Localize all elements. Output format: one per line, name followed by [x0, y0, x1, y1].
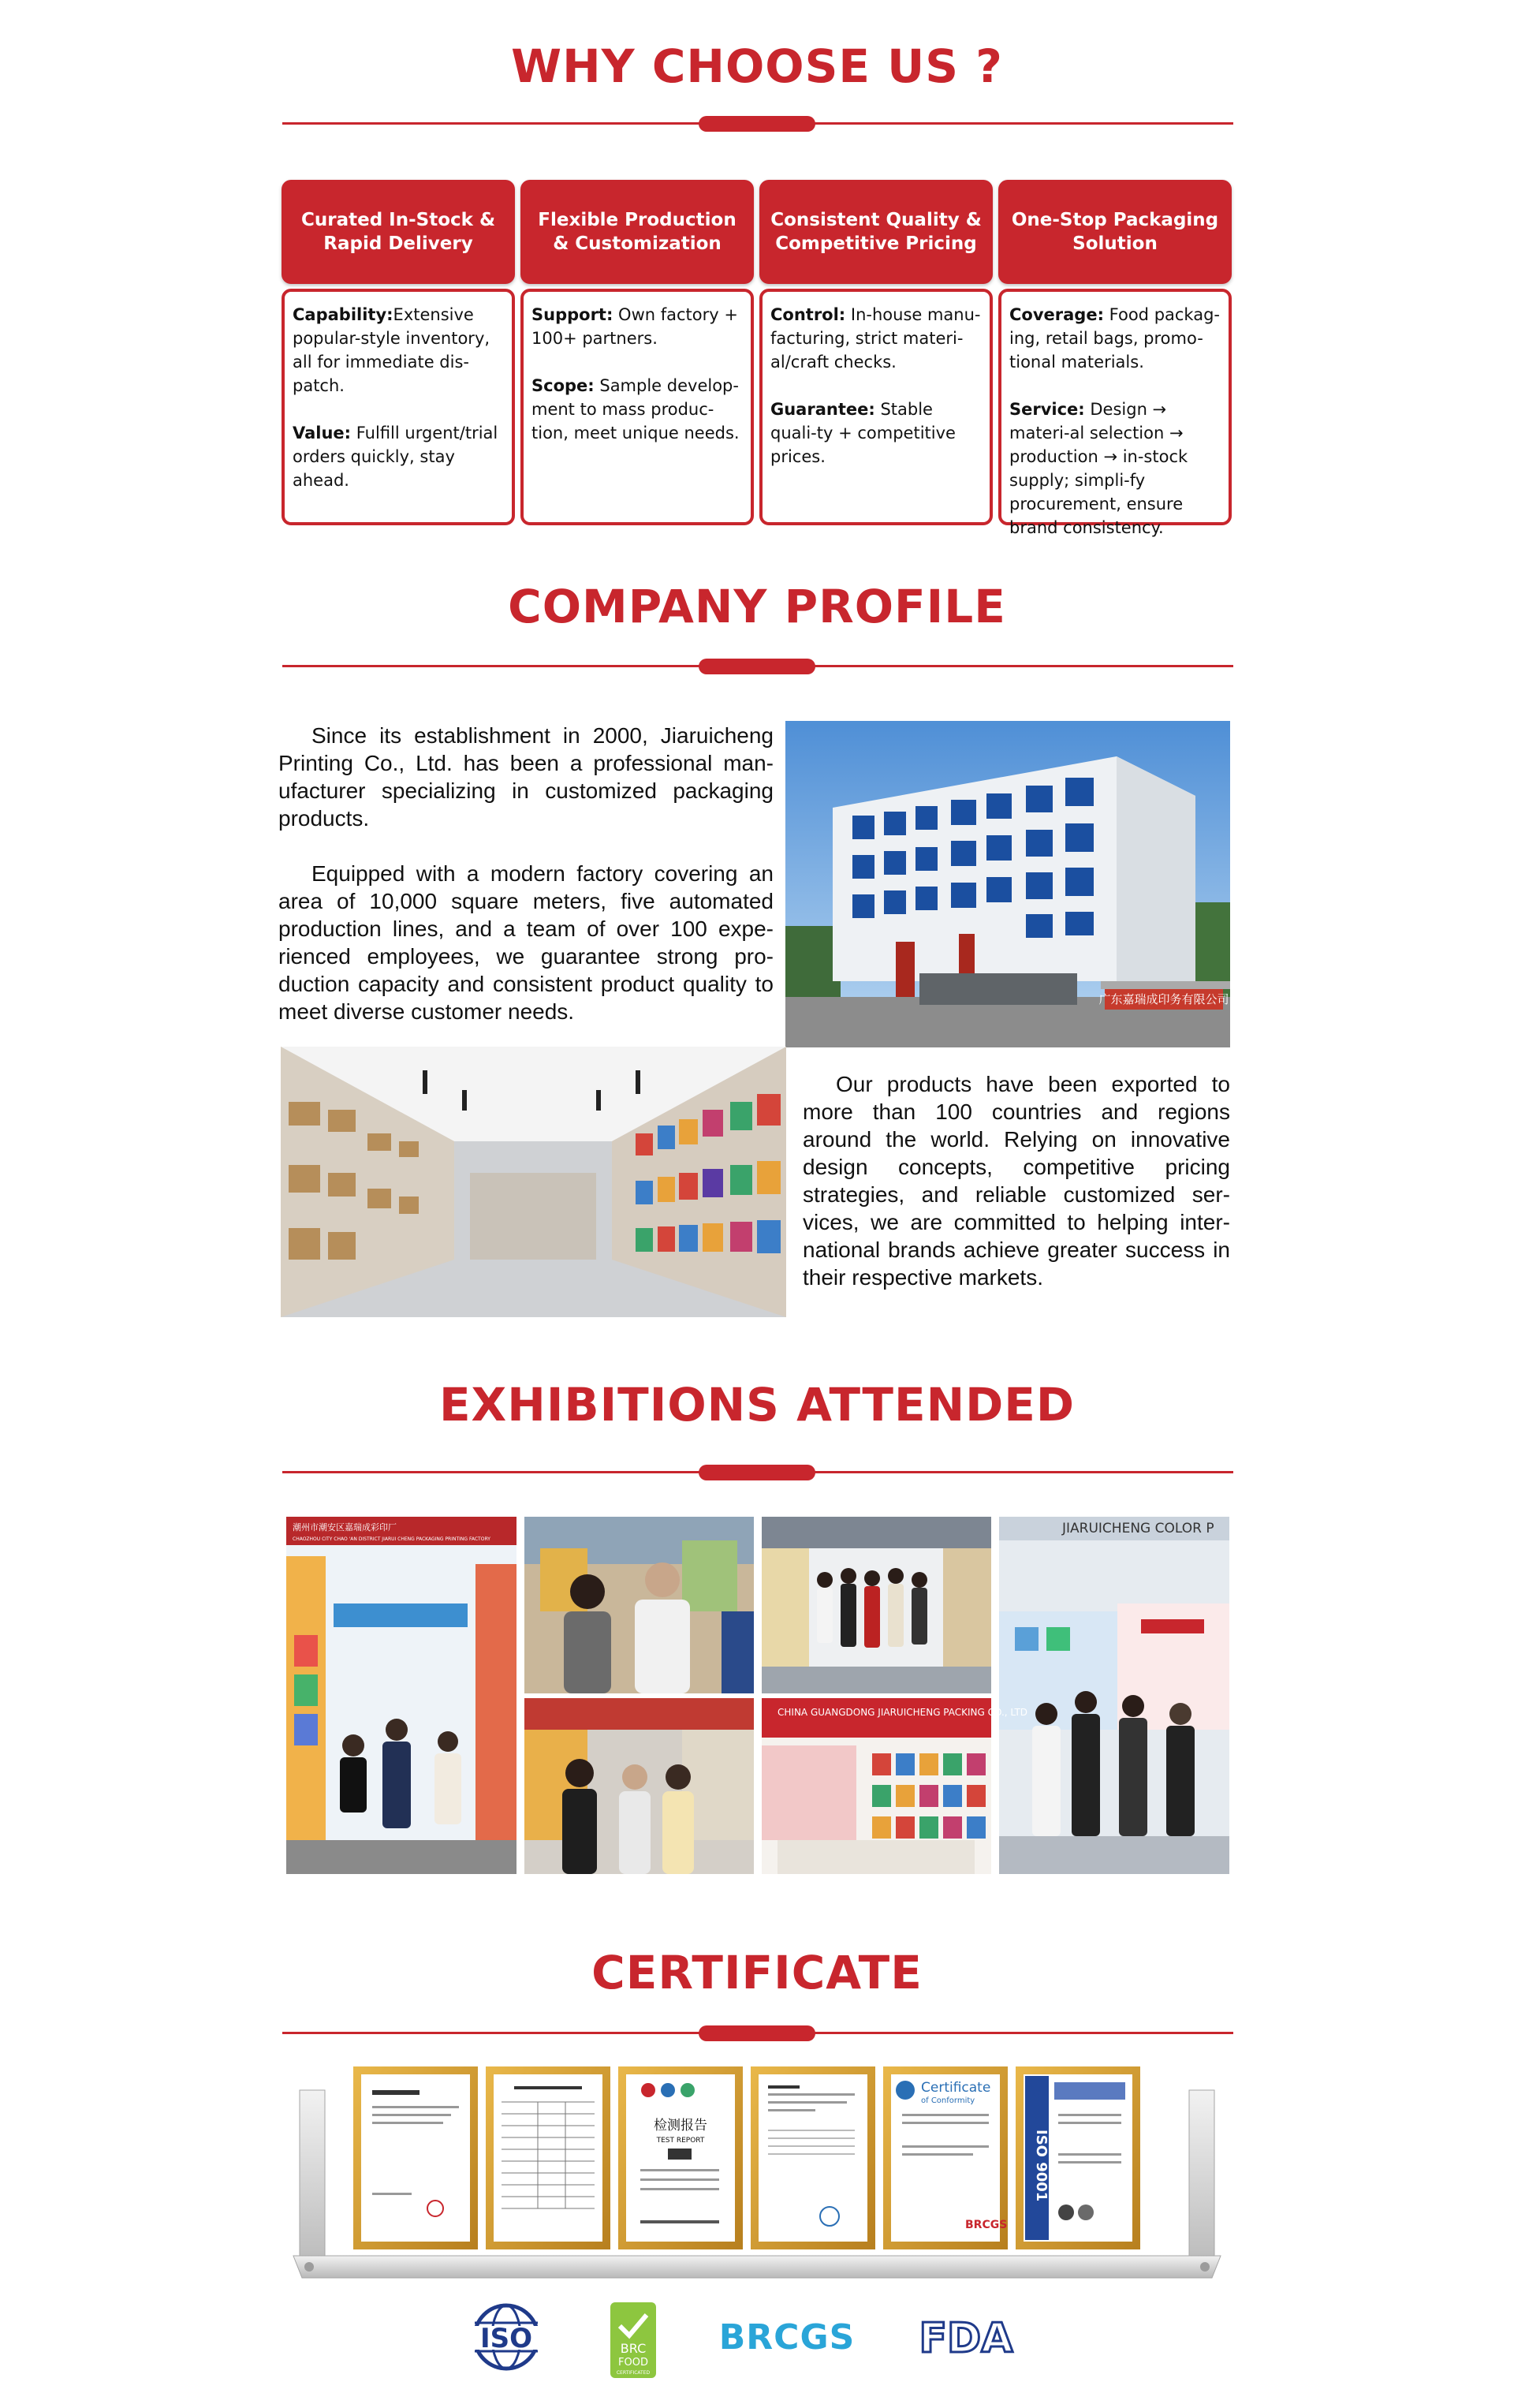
card-1-para-2: Value: Fulfill urgent/trial orders quickly, stay ahead.: [293, 424, 498, 490]
cert-5-brcgs: BRCGS: [965, 2219, 1008, 2231]
brcgs-logo-text: BRCGS: [718, 2317, 856, 2358]
profile-para-1: Since its establishment in 2000, Jiaruicheng Printing Co., Ltd. has been a professional man-ufacturer specializing in customized packaging products.: [278, 723, 774, 831]
iso-logo-text: ISO: [479, 2323, 533, 2354]
cert-6-side-text: ISO 9001: [1033, 2130, 1050, 2202]
exhibit-banner-1-en: CHAOZHOU CITY CHAO 'AN DISTRICT JIARUI CHENG PACKAGING PRINTING FACTORY: [293, 1536, 490, 1542]
certificate-shelf: [278, 2059, 1236, 2287]
why-title: WHY CHOOSE US ?: [511, 39, 1003, 93]
profile-text-right: [803, 1070, 1230, 1319]
exhibit-banner-2: JIARUICHENG COLOR P: [1062, 1521, 1214, 1536]
card-3-para-2: Guarantee: Stable quali-ty + competitive prices.: [770, 400, 956, 466]
profile-title: COMPANY PROFILE: [508, 580, 1006, 633]
certificate-divider-pill: [699, 2025, 815, 2041]
exhibit-banner-3: CHINA GUANGDONG JIARUICHENG PACKING CO., LTD: [778, 1707, 1028, 1718]
logo-iso: [464, 2299, 549, 2375]
fda-logo-text: FDA: [919, 2315, 1013, 2362]
logo-brcgs: [718, 2313, 856, 2360]
card-head-3: Consistent Quality & Competitive Pricing: [759, 180, 993, 284]
profile-text-left: [278, 722, 774, 1053]
cert-3-title: 检测报告: [654, 2118, 707, 2134]
card-head-2: Flexible Production & Customization: [520, 180, 754, 284]
exhibit-banner-1: 潮州市潮安区嘉瑞成彩印厂: [293, 1522, 397, 1533]
profile-para-3: Our products have been exported to more than 100 countries and regions around the world. Relying on innovative design concepts, competitive pricing strategies, and reliable customized ser-vices, we are committed to helping inter-national brands achieve greater success in their respective markets.: [803, 1072, 1230, 1290]
exhibition-photo-1: [286, 1517, 516, 1874]
brc-logo-line-1: BRC: [620, 2341, 647, 2356]
exhibition-photo-3: [762, 1517, 991, 1693]
profile-divider-pill: [699, 659, 815, 674]
brc-logo-line-3: CERTIFICATED: [616, 2370, 651, 2376]
exhibition-photo-4: [999, 1517, 1229, 1874]
cert-3-subtitle: TEST REPORT: [656, 2137, 705, 2145]
exhibition-photo-6: [762, 1698, 1028, 1874]
cert-5-subtitle: of Conformity: [921, 2096, 975, 2105]
exhibition-photo-5: [524, 1698, 754, 1874]
profile-para-2: Equipped with a modern factory covering an area of 10,000 square meters, five automated production lines, and a team of over 100 expe-rienced employees, we guarantee strong pro-duction capacity and consistent product quality to meet diverse customer needs.: [278, 861, 774, 1024]
showroom-photo: [281, 1047, 786, 1317]
card-body-3: [759, 289, 993, 525]
logo-fda: [915, 2313, 1017, 2360]
card-body-4: [998, 289, 1232, 537]
card-head-1: Curated In-Stock & Rapid Delivery: [282, 180, 515, 284]
card-4-para-2: Service: Design → materi-al selection → production → in-stock supply; simpli-fy procurement, ensure brand consistency.: [1009, 400, 1188, 537]
certificate-title: CERTIFICATE: [591, 1946, 923, 1999]
card-body-1: [282, 289, 515, 525]
exhibitions-divider-pill: [699, 1465, 815, 1480]
brc-logo-line-2: FOOD: [618, 2357, 648, 2369]
card-body-2: [520, 289, 754, 525]
exhibitions-title: EXHIBITIONS ATTENDED: [438, 1378, 1076, 1432]
card-1-para-1: Capability:Extensive popular-style inventory, all for immediate dis-patch.: [293, 305, 490, 395]
card-4-para-1: Coverage: Food packag-ing, retail bags, promo-tional materials.: [1009, 305, 1221, 371]
exhibition-photo-2: [524, 1517, 754, 1693]
card-head-4: One-Stop Packaging Solution: [998, 180, 1232, 284]
factory-building-photo: [785, 721, 1230, 1047]
card-2-para-1: Support: Own factory + 100+ partners.: [531, 305, 738, 348]
cert-5-title: Certificate: [921, 2080, 991, 2096]
logo-brc-food: [609, 2301, 658, 2380]
why-divider-pill: [699, 116, 815, 132]
building-sign-text: 广东嘉瑞成印务有限公司: [1098, 992, 1229, 1006]
card-3-para-1: Control: In-house manu-facturing, strict materi-al/craft checks.: [770, 305, 981, 371]
card-2-para-2: Scope: Sample develop-ment to mass produc-tion, meet unique needs.: [531, 376, 740, 442]
